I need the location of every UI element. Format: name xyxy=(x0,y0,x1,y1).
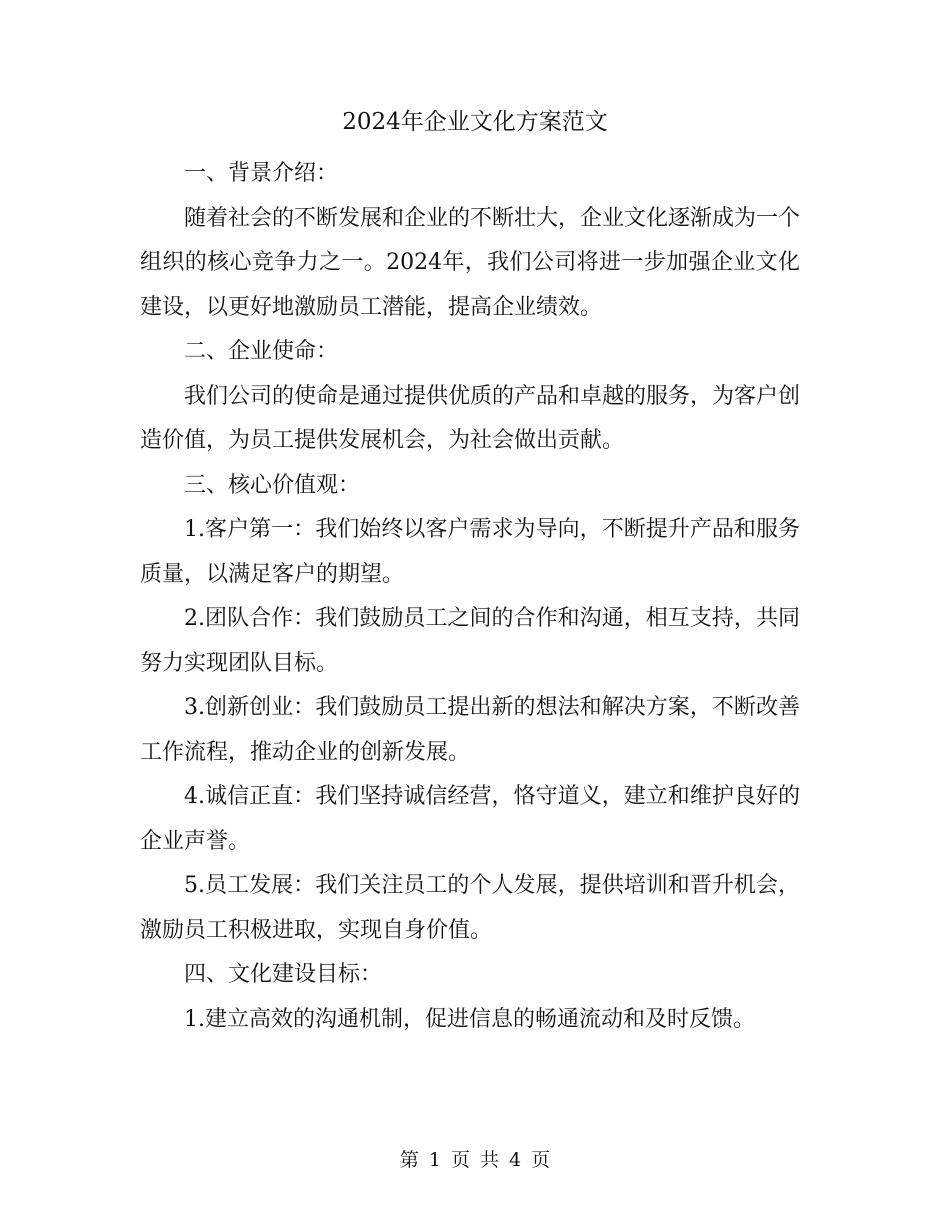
section-heading-background: 一、背景介绍： xyxy=(184,161,339,186)
list-item-value-4: 4.诚信正直：我们坚持诚信经营，恪守道义，建立和维护良好的企业声誉。 xyxy=(140,784,800,854)
list-item-value-3: 3.创新创业：我们鼓励员工提出新的想法和解决方案，不断改善工作流程，推动企业的创新发展。 xyxy=(140,695,800,765)
section-heading-core-values: 三、核心价值观： xyxy=(184,472,361,498)
paragraph-background: 随着社会的不断发展和企业的不断壮大，企业文化逐渐成为一个组织的核心竞争力之一。2024年，我们公司将进一步加强企业文化建设，以更好地激励员工潜能，提高企业绩效。 xyxy=(140,205,801,320)
section-heading-culture-goals: 四、文化建设目标： xyxy=(184,962,383,987)
section-heading-mission: 二、企业使命： xyxy=(184,339,339,364)
list-item-value-5: 5.员工发展：我们关注员工的个人发展，提供培训和晋升机会，激励员工积极进取，实现自身价值。 xyxy=(140,873,800,943)
list-item-value-1: 1.客户第一：我们始终以客户需求为导向，不断提升产品和服务质量，以满足客户的期望。 xyxy=(140,517,800,587)
document-body xyxy=(140,152,800,1042)
list-item-value-2: 2.团队合作：我们鼓励员工之间的合作和沟通，相互支持，共同努力实现团队目标。 xyxy=(140,606,800,676)
page-number-footer: 第 1 页 共 4 页 xyxy=(399,1149,551,1171)
document-title: 2024年企业文化方案范文 xyxy=(342,109,608,135)
paragraph-mission: 我们公司的使命是通过提供优质的产品和卓越的服务，为客户创造价值，为员工提供发展机会，为社会做出贡献。 xyxy=(140,383,801,453)
list-item-goal-1: 1.建立高效的沟通机制，促进信息的畅通流动和及时反馈。 xyxy=(184,1006,755,1032)
